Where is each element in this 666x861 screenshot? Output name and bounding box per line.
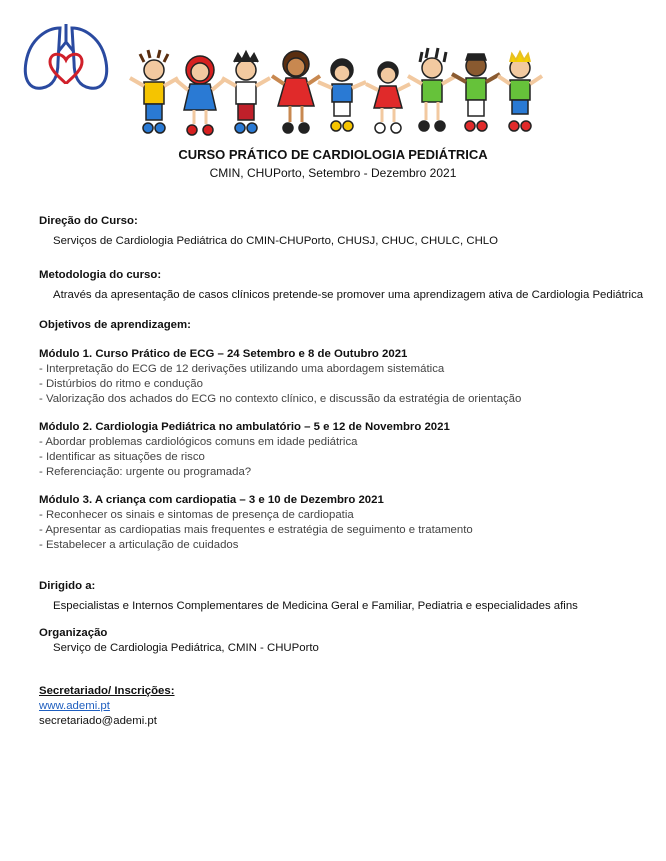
child-figure-8: [452, 54, 500, 131]
child-figure-3: [222, 52, 270, 133]
modulo-3: [39, 493, 639, 553]
metodologia-section: [39, 268, 644, 303]
modulo-1-title: Módulo 1. Curso Prático de ECG – 24 Setembro e 8 de Outubro 2021: [39, 348, 408, 360]
organizacao-heading: Organização: [39, 627, 108, 639]
dirigido-heading: Dirigido a:: [39, 580, 96, 592]
objetivos-heading: Objetivos de aprendizagem:: [39, 319, 191, 331]
modulo-2-title: Módulo 2. Cardiologia Pediátrica no ambulatório – 5 e 12 de Novembro 2021: [39, 421, 450, 433]
modulo-2: [39, 420, 639, 480]
modulo-3-title: Módulo 3. A criança com cardiopatia – 3 e 10 de Dezembro 2021: [39, 494, 384, 506]
lungs-heart-logo-icon: [20, 22, 112, 94]
modulo-2-item: - Referenciação: urgente ou programada?: [39, 466, 252, 478]
metodologia-text: Através da apresentação de casos clínicos pretende-se promover uma aprendizagem ativa de Cardiologia Pediátrica: [53, 289, 644, 301]
organizacao-text: Serviço de Cardiologia Pediátrica, CMIN - CHUPorto: [53, 642, 319, 654]
direcao-section: [39, 214, 639, 249]
child-figure-6: [366, 62, 410, 133]
dirigido-text: Especialistas e Internos Complementares de Medicina Geral e Familiar, Pediatria e especialidades afins: [53, 600, 578, 612]
modulo-1-item: - Distúrbios do ritmo e condução: [39, 378, 203, 390]
modulo-3-item: - Estabelecer a articulação de cuidados: [39, 539, 239, 551]
child-figure-4: [272, 51, 320, 133]
modulo-3-item: - Apresentar as cardiopatias mais frequentes e estratégia de seguimento e tratamento: [39, 524, 473, 536]
secretariado-section: [39, 684, 639, 729]
child-figure-7: [408, 48, 456, 131]
modulo-1-item: - Valorização dos achados do ECG no contexto clínico, e discussão da estratégia de orientação: [39, 393, 522, 405]
metodologia-heading: Metodologia do curso:: [39, 269, 162, 281]
modulo-3-item: - Reconhecer os sinais e sintomas de presença de cardiopatia: [39, 509, 354, 521]
email-text: secretariado@ademi.pt: [39, 715, 157, 727]
page-subtitle: CMIN, CHUPorto, Setembro - Dezembro 2021: [209, 166, 457, 180]
child-figure-5: [318, 59, 366, 131]
direcao-text: Serviços de Cardiologia Pediátrica do CMIN-CHUPorto, CHUSJ, CHUC, CHULC, CHLO: [53, 235, 498, 247]
modulo-1-item: - Interpretação do ECG de 12 derivações utilizando uma abordagem sistemática: [39, 363, 445, 375]
children-illustration: [126, 40, 546, 140]
modulo-1: [39, 347, 639, 407]
child-figure-2: [176, 56, 224, 135]
page-title: CURSO PRÁTICO DE CARDIOLOGIA PEDIÁTRICA: [178, 147, 488, 162]
child-figure-1: [130, 50, 178, 133]
child-figure-9: [498, 52, 542, 131]
organizacao-section: [39, 626, 639, 656]
secretariado-heading: Secretariado/ Inscrições:: [39, 685, 175, 697]
modulo-2-item: - Identificar as situações de risco: [39, 451, 205, 463]
dirigido-section: [39, 579, 639, 614]
direcao-heading: Direção do Curso:: [39, 215, 138, 227]
modulo-2-item: - Abordar problemas cardiológicos comuns em idade pediátrica: [39, 436, 358, 448]
website-link[interactable]: www.ademi.pt: [39, 700, 110, 712]
